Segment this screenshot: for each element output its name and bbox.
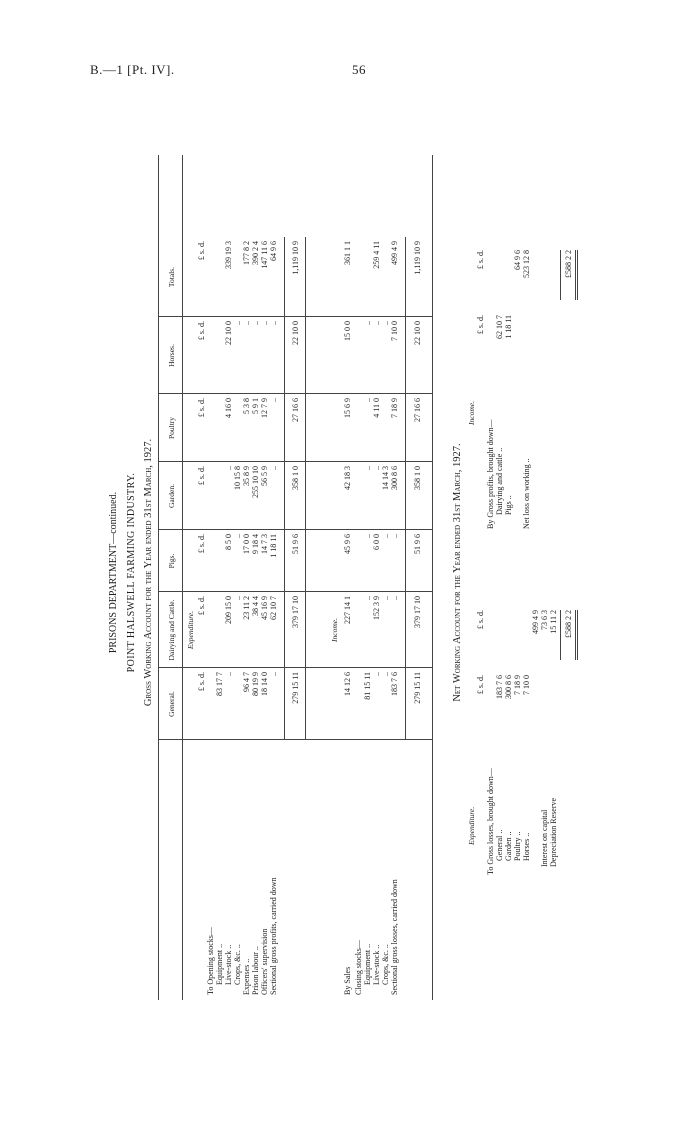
income-total: 358 1 0 — [413, 466, 422, 490]
expenditure-total: 51 9 6 — [291, 534, 300, 554]
net-line-label: Pigs .. — [504, 495, 513, 515]
row-label: Sectional gross profits, carried down — [269, 877, 278, 995]
money-header: £ s. d. — [197, 534, 206, 554]
table-cell: 35 8 9 — [242, 466, 251, 486]
col-header-garden: Garden. — [167, 484, 176, 508]
table-cell: 45 16 9 — [260, 596, 269, 620]
net-line-value: 183 7 6 — [495, 675, 504, 699]
gross-account-title: Gross Working Account for the Year ended 31st March, 1927. — [143, 438, 154, 707]
net-line-label: Net loss on working .. — [522, 458, 531, 529]
table-cell: 22 10 0 — [224, 321, 233, 345]
money-header: £ s. d. — [197, 398, 206, 418]
net-money-header: £ s. d. — [476, 250, 485, 270]
table-cell: 14 12 6 — [343, 672, 352, 696]
expenditure-total: 379 17 10 — [291, 596, 300, 628]
table-cell: .. — [372, 466, 381, 470]
table-cell: .. — [224, 672, 233, 676]
income-total: 51 9 6 — [413, 534, 422, 554]
income-total: 279 15 11 — [413, 672, 422, 704]
row-label: Crops, &c. .. — [381, 944, 390, 985]
table-cell: 64 9 6 — [269, 241, 278, 261]
row-label: Live-stock .. — [224, 944, 233, 985]
net-expenditure-total: £588 2 2 — [564, 610, 573, 638]
expenditure-total: 22 10 0 — [291, 321, 300, 345]
table-cell: 81 15 11 — [363, 672, 372, 700]
net-line-value: 523 12 8 — [522, 250, 531, 278]
table-cell: .. — [251, 321, 260, 325]
row-label: Sectional gross losses, carried down — [390, 879, 399, 995]
table-cell: .. — [363, 321, 372, 325]
net-line-value: 73 6 3 — [540, 610, 549, 630]
table-cell: 62 10 7 — [269, 596, 278, 620]
table-cell: 183 7 6 — [390, 672, 399, 696]
row-label: To Opening stocks— — [206, 927, 215, 995]
net-income-caption: Income. — [467, 401, 476, 425]
col-header-general: General. — [167, 691, 176, 717]
net-account-title: Net Working Account for the Year ended 31st March, 1927. — [452, 443, 463, 702]
table-cell: 38 4 4 — [251, 596, 260, 616]
table-cell: 339 19 3 — [224, 241, 233, 269]
net-line-value: 1 18 11 — [504, 315, 513, 339]
table-cell: .. — [233, 534, 242, 538]
table-cell: 80 19 9 — [251, 672, 260, 696]
table-cell: .. — [269, 672, 278, 676]
net-line-label: Interest on capital — [540, 809, 549, 867]
expenditure-total: 279 15 11 — [291, 672, 300, 704]
table-cell: .. — [363, 534, 372, 538]
table-cell: .. — [260, 321, 269, 325]
table-cell: .. — [242, 321, 251, 325]
table-cell: 255 10 10 — [251, 466, 260, 498]
net-line-value: 300 8 6 — [504, 675, 513, 699]
table-cell: 56 5 9 — [260, 466, 269, 486]
table-cell: .. — [372, 321, 381, 325]
table-cell: .. — [269, 321, 278, 325]
net-line-label: Depreciation Reserve — [549, 797, 558, 867]
row-label: Prison labour .. — [251, 946, 260, 995]
col-header-dairying: Dairying and Cattle. — [167, 599, 176, 661]
page-number: 56 — [352, 62, 366, 77]
industry-heading: POINT HALSWELL FARMING INDUSTRY. — [126, 472, 137, 673]
table-cell: 9 18 4 — [251, 534, 260, 554]
table-cell: 18 14 0 — [260, 672, 269, 696]
table-cell: 14 7 3 — [260, 534, 269, 554]
money-header: £ s. d. — [197, 321, 206, 341]
net-line-value: 62 10 7 — [495, 315, 504, 339]
table-cell: 5 3 8 — [242, 398, 251, 414]
net-money-header: £ s. d. — [476, 610, 485, 630]
net-line-label: By Gross profits, brought down— — [486, 419, 495, 529]
row-label: Officers' supervision — [260, 928, 269, 995]
table-cell: 23 11 2 — [242, 596, 251, 620]
net-line-label: Garden .. — [504, 831, 513, 861]
table-cell: 17 0 0 — [242, 534, 251, 554]
table-cell: .. — [390, 596, 399, 600]
col-header-totals: Totals. — [167, 266, 176, 288]
table-cell: 7 18 9 — [390, 398, 399, 418]
net-line-value: 7 18 9 — [513, 675, 522, 695]
expenditure-caption: Expenditure. — [186, 610, 195, 650]
col-header-pigs: Pigs. — [167, 553, 176, 569]
table-cell: 42 18 3 — [343, 466, 352, 490]
table-cell: .. — [363, 466, 372, 470]
table-cell: 152 3 9 — [372, 596, 381, 620]
table-cell: 227 14 1 — [343, 596, 352, 624]
table-cell: 361 1 1 — [343, 241, 352, 265]
table-cell: .. — [372, 672, 381, 676]
row-label: By Sales — [343, 966, 352, 995]
row-label: Closing stocks— — [354, 940, 363, 995]
net-line-value: 499 4 9 — [531, 610, 540, 634]
table-cell: 12 7 9 — [260, 398, 269, 418]
table-cell: 209 15 0 — [224, 596, 233, 624]
table-cell: 45 9 6 — [343, 534, 352, 554]
table-cell: 147 11 6 — [260, 241, 269, 269]
expenditure-total: 358 1 0 — [291, 466, 300, 490]
money-header: £ s. d. — [197, 241, 206, 261]
row-label: Equipment .. — [363, 943, 372, 985]
expenditure-total: 1,119 10 9 — [291, 241, 300, 275]
table-cell: .. — [233, 321, 242, 325]
net-line-label: To Gross losses, brought down— — [486, 768, 495, 875]
table-cell: 7 10 0 — [390, 321, 399, 341]
net-line-label: Poultry .. — [513, 831, 522, 861]
table-cell: .. — [233, 596, 242, 600]
table-cell: 177 8 2 — [242, 241, 251, 265]
net-income-total: £588 2 2 — [564, 250, 573, 278]
net-expenditure-caption: Expenditure. — [467, 806, 476, 845]
table-cell: .. — [381, 321, 390, 325]
net-line-label: Dairying and cattle .. — [495, 447, 504, 515]
table-cell: 390 2 4 — [251, 241, 260, 265]
money-header: £ s. d. — [197, 672, 206, 692]
table-cell: .. — [390, 534, 399, 538]
table-cell: .. — [269, 466, 278, 470]
table-cell: 300 8 6 — [390, 466, 399, 490]
expenditure-total: 27 16 6 — [291, 398, 300, 422]
page-reference: B.—1 [Pt. IV]. — [90, 62, 175, 77]
net-line-label: General .. — [495, 829, 504, 861]
department-heading: PRISONS DEPARTMENT—continued. — [108, 491, 119, 654]
table-cell: 14 14 3 — [381, 466, 390, 490]
table-cell: .. — [224, 466, 233, 470]
table-cell: 83 17 7 — [215, 672, 224, 696]
income-total: 1,119 10 9 — [413, 241, 422, 275]
table-cell: .. — [381, 534, 390, 538]
row-label: Expenses .. — [242, 958, 251, 995]
table-cell: 259 4 11 — [372, 241, 381, 269]
table-cell: 6 0 0 — [372, 534, 381, 550]
table-cell: 4 11 0 — [372, 398, 381, 418]
table-cell: .. — [381, 672, 390, 676]
table-cell: 8 5 0 — [224, 534, 233, 550]
income-total: 379 17 10 — [413, 596, 422, 628]
net-money-header: £ s. d. — [476, 315, 485, 335]
table-cell: 15 0 0 — [343, 321, 352, 341]
table-cell: 10 15 8 — [233, 466, 242, 490]
table-cell: .. — [381, 596, 390, 600]
table-cell: 4 16 0 — [224, 398, 233, 418]
income-caption: Income. — [330, 618, 339, 642]
table-cell: .. — [363, 398, 372, 402]
net-line-value: 7 10 0 — [522, 675, 531, 695]
table-cell: .. — [269, 398, 278, 402]
money-header: £ s. d. — [197, 466, 206, 486]
net-line-value: 15 11 2 — [549, 610, 558, 634]
row-label: Live-stock .. — [372, 944, 381, 985]
table-cell: 5 9 1 — [251, 398, 260, 414]
table-cell: 1 18 11 — [269, 534, 278, 558]
table-cell: .. — [363, 596, 372, 600]
table-cell: 96 4 7 — [242, 672, 251, 692]
net-line-label: Horses .. — [522, 832, 531, 861]
net-money-header: £ s. d. — [476, 675, 485, 695]
row-label: Crops, &c. .. — [233, 944, 242, 985]
col-header-poultry: Poultry — [167, 416, 176, 440]
money-header: £ s. d. — [197, 596, 206, 616]
col-header-horses: Horses. — [167, 344, 176, 367]
income-total: 22 10 0 — [413, 321, 422, 345]
row-label: Equipment .. — [215, 943, 224, 985]
table-cell: 499 4 9 — [390, 241, 399, 265]
income-total: 27 16 6 — [413, 398, 422, 422]
table-cell: 15 6 9 — [343, 398, 352, 418]
net-line-value: 64 9 6 — [513, 250, 522, 270]
